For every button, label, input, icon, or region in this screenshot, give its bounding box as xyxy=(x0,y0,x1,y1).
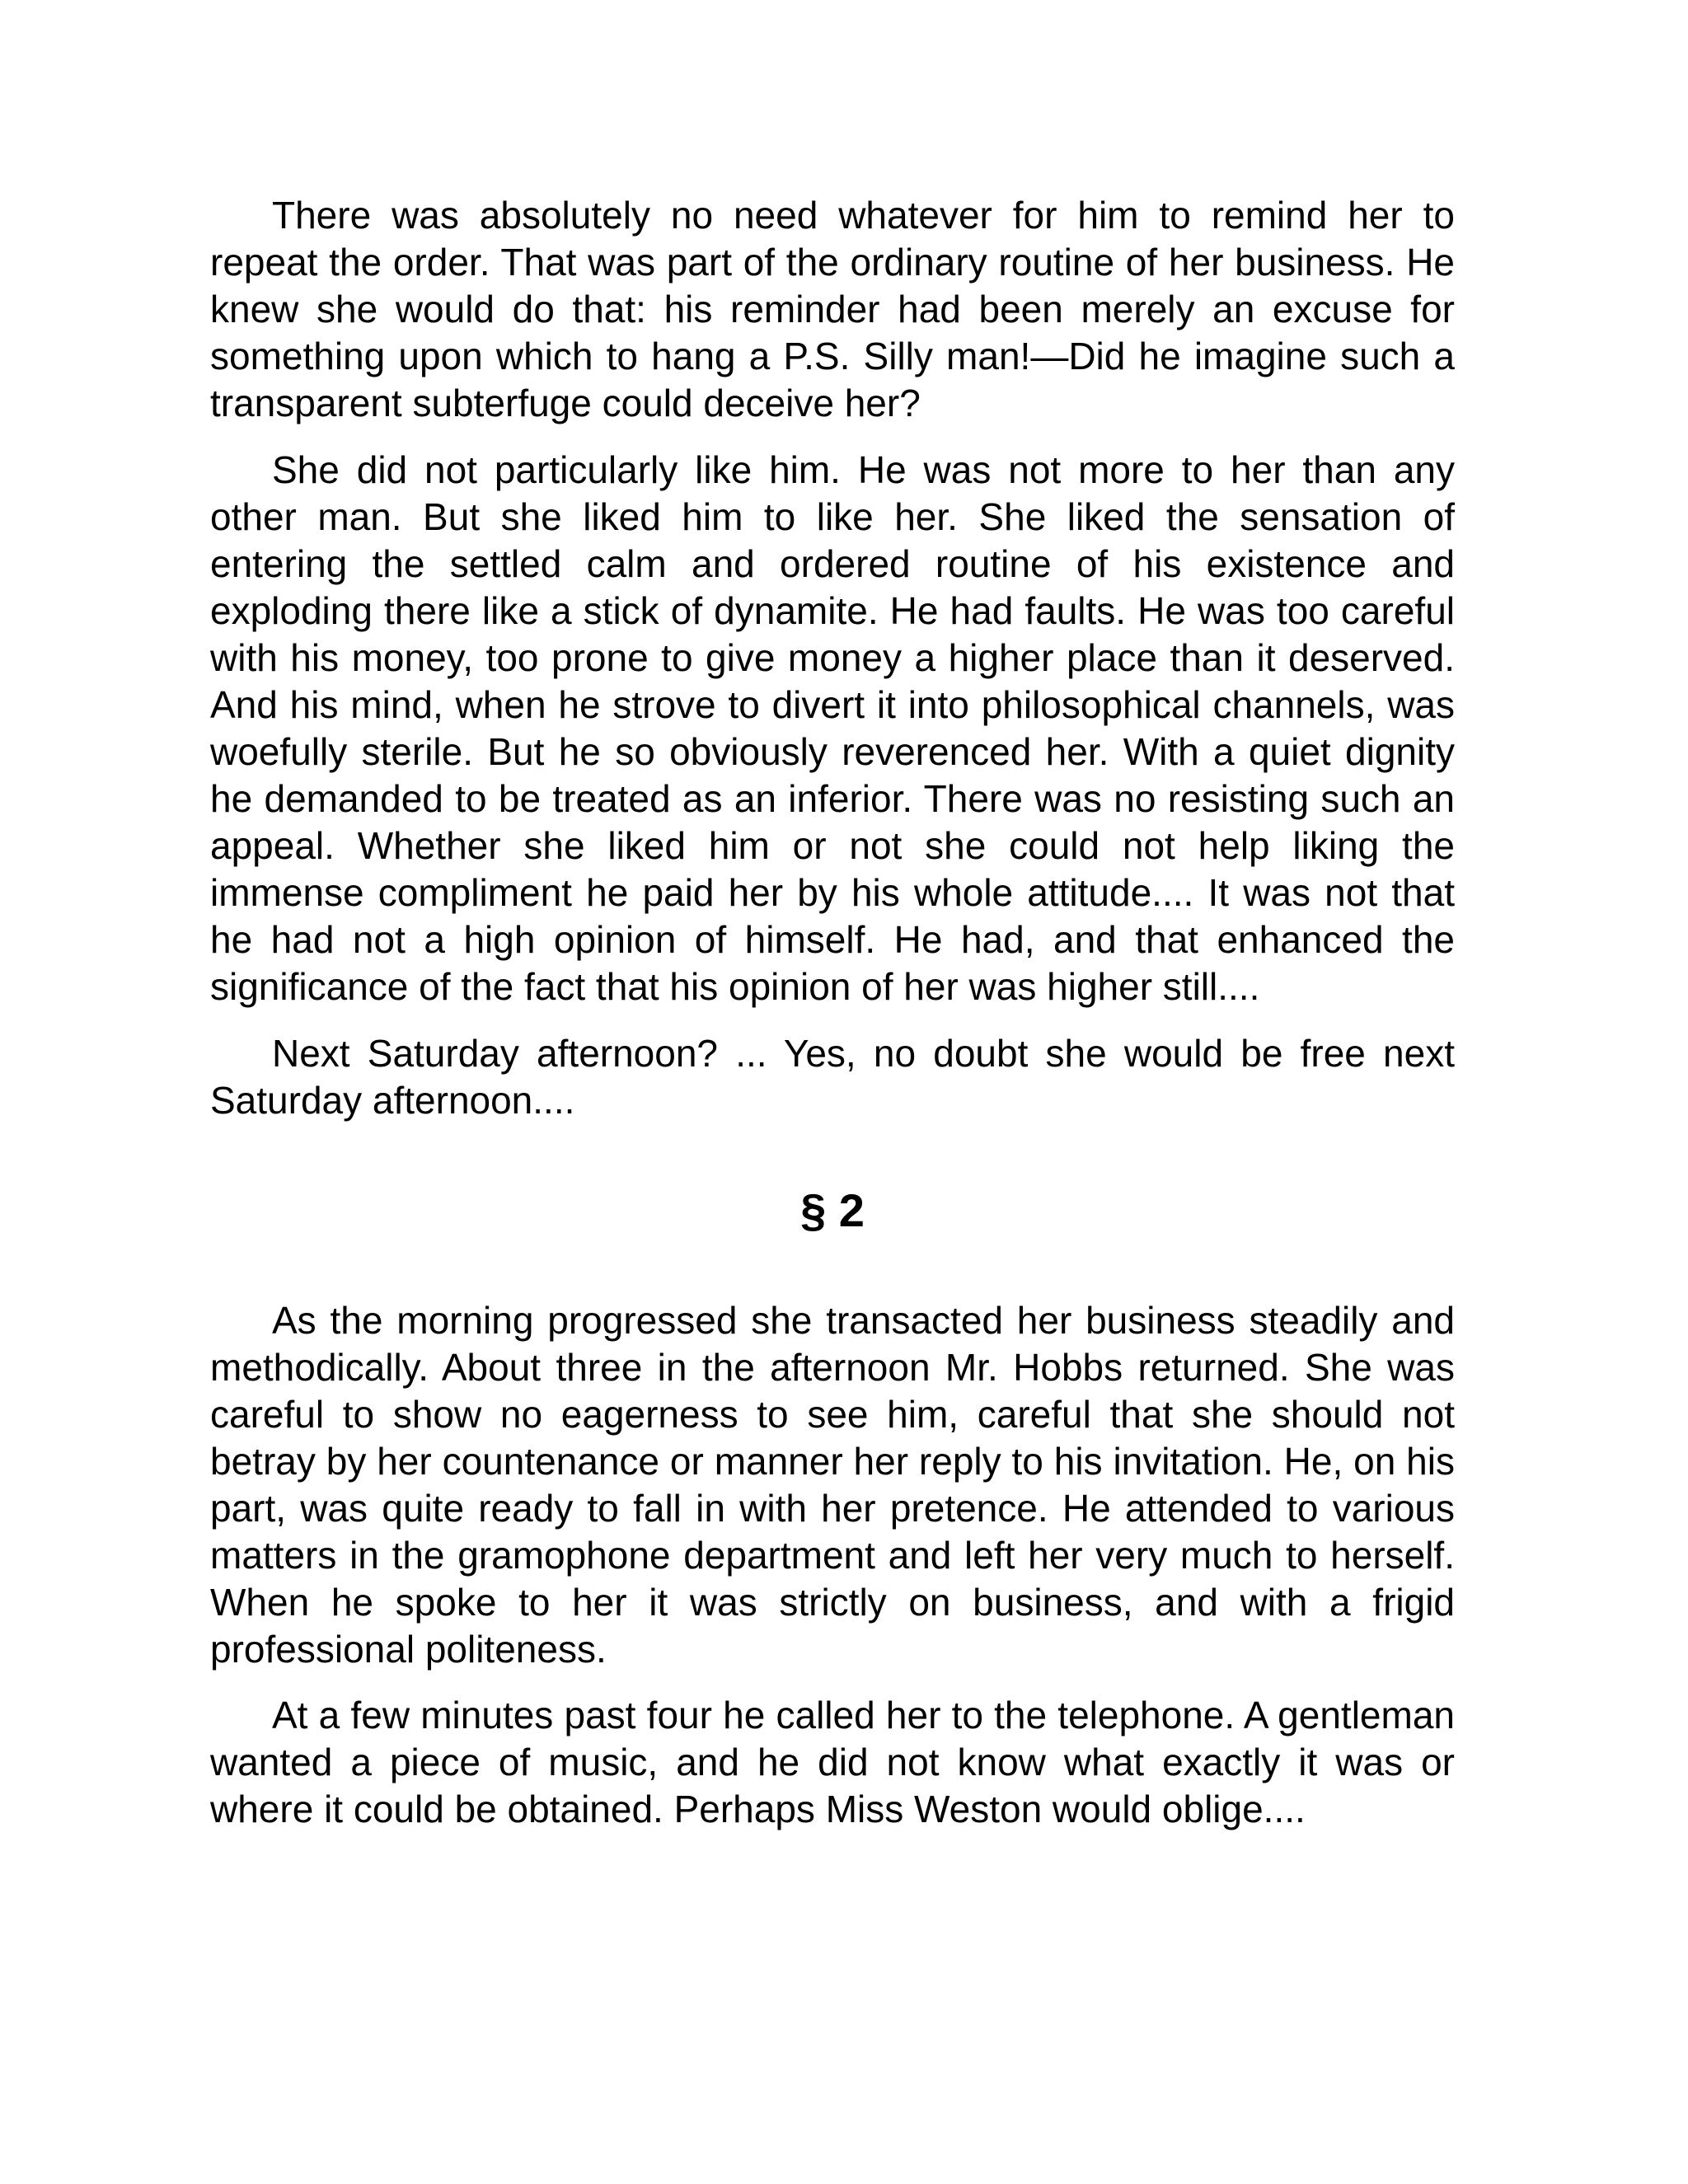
section-heading: § 2 xyxy=(800,1184,865,1236)
paragraph-telephone-call: At a few minutes past four he called her to the telephone. A gentleman wanted a piece of music, and he did not know what exactly it was or where it could be obtained. Perhaps Miss Weston would oblige.... xyxy=(210,1694,1455,1830)
paragraph-did-not-like-him: She did not particularly like him. He was not more to her than any other man. But she liked him to like her. She liked the sensation of entering the settled calm and ordered routine of his existence and exploding there like a stick of dynamite. He had faults. He was too careful with his money, too prone to give money a higher place than it deserved. And his mind, when he strove to divert it into philosophical channels, was woefully sterile. But he so obviously reverenced her. With a quiet dignity he demanded to be treated as an inferior. There was no resisting such an appeal. Whether she liked him or not she could not help liking the immense compliment he paid her by his whole attitude.... It was not that he had not a high opinion of himself. He had, and that enhanced the significance of the fact that his opinion of her was higher still.... xyxy=(210,448,1455,1008)
paragraph-repeat-order: There was absolutely no need whatever for him to remind her to repeat the order. That was part of the ordinary routine of her business. He knew she would do that: his reminder had been merely an excuse for something upon which to hang a P.S. Silly man!—Did he imagine such a transparent subterfuge could deceive her? xyxy=(210,194,1455,424)
paragraph-next-saturday: Next Saturday afternoon? ... Yes, no doubt she would be free next Saturday afternoon.... xyxy=(210,1032,1455,1122)
paragraph-morning-progressed: As the morning progressed she transacted her business steadily and methodically. About three in the afternoon Mr. Hobbs returned. She was careful to show no eagerness to see him, careful that she should not betray by her countenance or manner her reply to his invitation. He, on his part, was quite ready to fall in with her pretence. He attended to various matters in the gramophone department and left her very much to herself. When he spoke to her it was strictly on business, and with a frigid professional politeness. xyxy=(210,1299,1455,1671)
text-column xyxy=(210,192,1455,1833)
